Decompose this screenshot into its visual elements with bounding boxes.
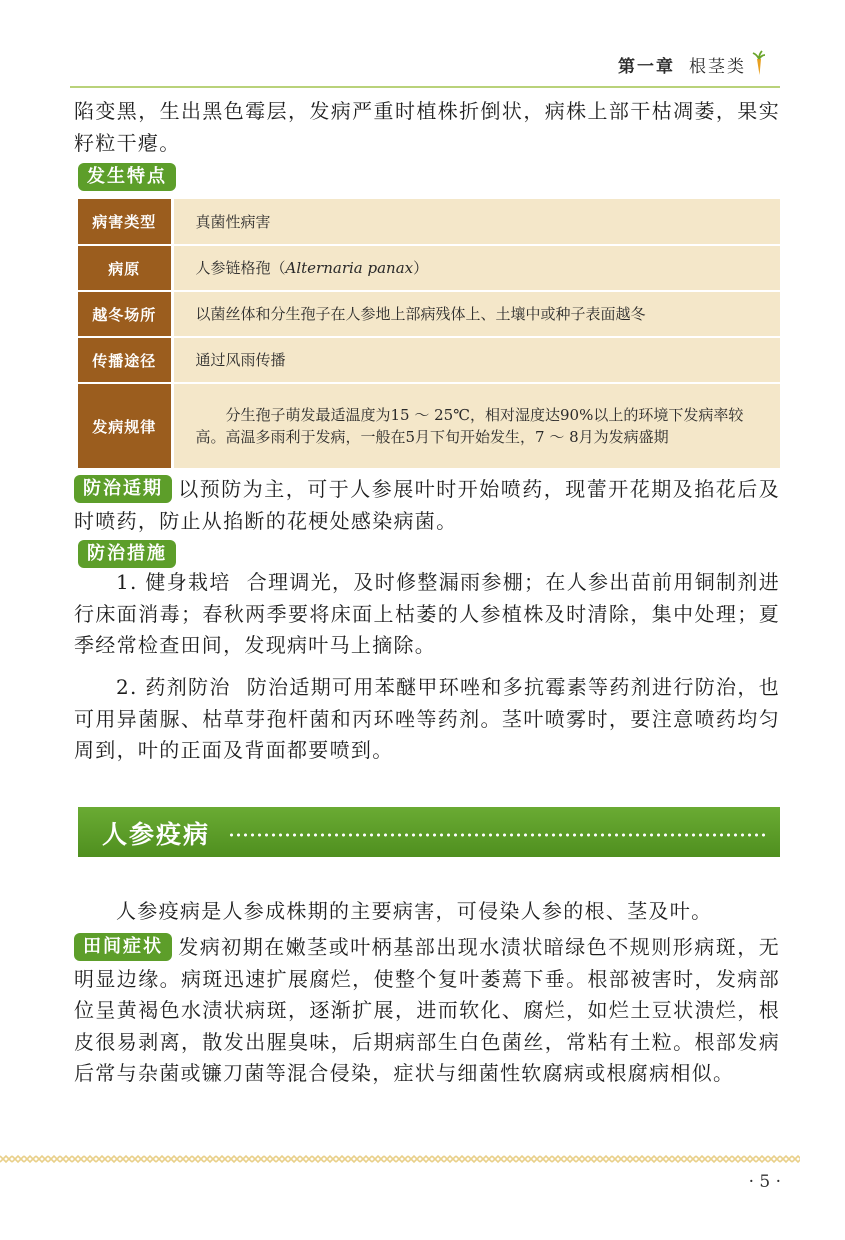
measure-2-text: 防治适期可用苯醚甲环唑和多抗霉素等药剂进行防治，也可用异菌脲、枯草芽孢杆菌和丙环唑等药剂。茎叶喷雾时，要注意喷药均匀周到，叶的正面及背面都要喷到。 <box>74 675 781 762</box>
symptoms-text: 发病初期在嫩茎或叶柄基部出现水渍状暗绿色不规则形病斑，无明显边缘。病斑迅速扩展腐烂，使整个复叶萎蔫下垂。根部被害时，发病部位呈黄褐色水渍状病斑，逐渐扩展，进而软化、腐烂，如烂土豆状溃烂，根皮很易剥离，散发出腥臭味，后期病部生白色菌丝，常粘有土粒。根部发病后常与杂菌或镰刀菌等混合侵染，症状与细菌性软腐病或根腐病相似。 <box>74 935 780 1085</box>
measure-item-2 <box>74 672 780 767</box>
prevention-period-paragraph <box>74 474 780 537</box>
pathogen-latin: Alternaria panax <box>285 259 414 277</box>
row-value: 以菌丝体和分生孢子在人参地上部病残体上、土壤中或种子表面越冬 <box>172 291 780 337</box>
chapter-section: 根茎类 <box>689 57 746 77</box>
measure-1-heading: 1. 健身栽培 <box>116 570 231 594</box>
tag-symptoms: 田间症状 <box>74 933 172 961</box>
tag-prevention-period: 防治适期 <box>74 475 172 503</box>
section-intro-paragraph: 人参疫病是人参成株期的主要病害，可侵染人参的根、茎及叶。 <box>116 899 713 923</box>
row-key: 传播途径 <box>78 337 172 383</box>
pathogen-name: 人参链格孢（ <box>195 259 286 277</box>
row-key: 发病规律 <box>78 383 172 469</box>
table-row <box>78 337 780 383</box>
prevention-period-text: 以预防为主，可于人参展叶时开始喷药，现蕾开花期及掐花后及时喷药，防止从掐断的花梗处感染病菌。 <box>74 477 780 533</box>
chapter-number: 第一章 <box>618 57 675 77</box>
carrot-icon <box>752 50 766 76</box>
symptoms-paragraph <box>74 932 780 1090</box>
intro-paragraph: 陷变黑，生出黑色霉层，发病严重时植株折倒状，病株上部干枯凋萎，果实籽粒干瘪。 <box>74 99 780 155</box>
row-value: 真菌性病害 <box>172 199 780 245</box>
section-title: 人参疫病 <box>102 820 211 849</box>
row-value <box>172 245 780 291</box>
table-row <box>78 383 780 469</box>
row-key: 越冬场所 <box>78 291 172 337</box>
page-number: · 5 · <box>748 1172 781 1192</box>
measure-2-heading: 2. 药剂防治 <box>116 675 231 699</box>
row-key: 病原 <box>78 245 172 291</box>
table-row <box>78 291 780 337</box>
pathogen-close: ） <box>413 259 429 277</box>
characteristics-table <box>78 199 780 470</box>
measure-1-text: 合理调光，及时修整漏雨参棚；在人参出苗前用铜制剂进行床面消毒；春秋两季要将床面上枯萎的人参植株及时清除，集中处理；夏季经常检查田间，发现病叶马上摘除。 <box>74 570 781 657</box>
tag-measures: 防治措施 <box>78 540 176 568</box>
measure-item-1 <box>74 567 780 662</box>
banner-dotted-line <box>228 833 766 837</box>
chapter-label <box>618 52 746 77</box>
running-head <box>70 44 780 88</box>
row-value: 通过风雨传播 <box>172 337 780 383</box>
section-banner <box>78 807 780 857</box>
table-row <box>78 199 780 245</box>
row-key: 病害类型 <box>78 199 172 245</box>
tag-characteristics: 发生特点 <box>78 163 176 191</box>
decorative-footer-rule <box>0 1152 800 1166</box>
table-row <box>78 245 780 291</box>
row-value: 分生孢子萌发最适温度为15 ～ 25℃，相对湿度达90%以上的环境下发病率较高。高温多雨利于发病，一般在5月下旬开始发生，7 ～ 8月为发病盛期 <box>172 383 780 469</box>
